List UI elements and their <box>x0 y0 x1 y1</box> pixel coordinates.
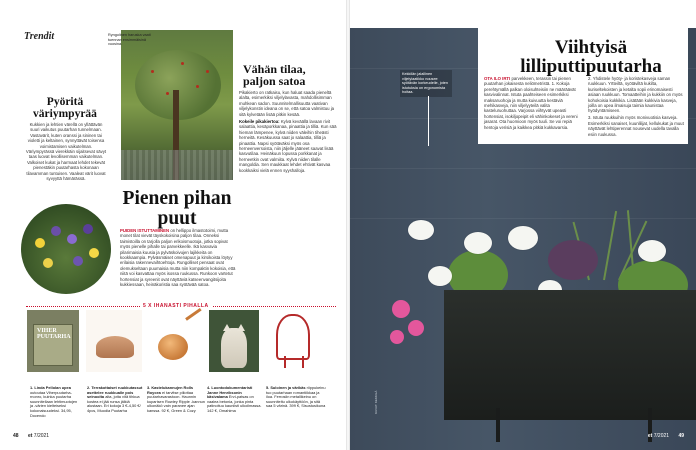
product-caption-text: ei tarvitse piilottaa puutarhavarastoon. Haunnin kuparisen Rowley Ripple -kannun ulkonäkö vain paranee ajan kanssa. <box>147 389 205 413</box>
product-caption <box>147 386 205 414</box>
product-watering-can-photo <box>146 310 202 372</box>
product-caption-text: Ervi-patsas on vaalea betonia, jonka pinta patinoituu kauniisti ulkoilmassa. <box>207 394 262 409</box>
purple-foliage <box>548 240 598 280</box>
berry <box>206 70 209 73</box>
pot-feet <box>96 336 134 358</box>
white-geranium <box>428 266 452 286</box>
white-geranium <box>408 220 434 240</box>
product-caption-title: 5. Suloinen ja värikäs <box>266 385 306 390</box>
right-lead-column <box>484 76 582 130</box>
pienen-body <box>120 228 238 287</box>
product-swing-chair-photo <box>266 310 321 372</box>
yellow-flower <box>43 258 53 268</box>
left-issue: 7/2021 <box>33 433 50 439</box>
white-geranium <box>464 232 492 254</box>
watering-can-spout <box>185 308 201 321</box>
right-issue: 7/2021 <box>653 433 670 439</box>
right-page-number: 49 <box>678 433 684 439</box>
purple-flower <box>67 234 77 244</box>
callout-line <box>428 96 429 146</box>
purple-flower <box>83 224 93 234</box>
vahan-p1: Pikakierto on ratkaisu, kun haluat saada pieneltä alalta, esimerkiksi viljelylavasta, mahdollisimman muhkean sadon. Suunnitelmallisuutta vaativan viljelykonstin ideana on se, että satoa valmistuu ja sitä kylvetään lisää pitkin kesää. <box>239 90 335 117</box>
tree-caption: Ryngolinen haruska vaati tuennan ensimmäisinä vuosina. <box>108 33 151 47</box>
right-second-column <box>588 76 686 138</box>
section-label: Trendit <box>24 31 55 42</box>
book-cover-title: VIHER PUUTARHA <box>37 328 71 340</box>
product-price: 399 €, Sisustusikuna <box>289 403 326 409</box>
vahan-heading: Vähän tilaa, paljon satoa <box>243 62 306 88</box>
pienen-lead: on hellippo ilmastotoimi, mutta monet tilat vievät täyskokoisina paljon tilaa. Onneksi taimistoilla on tarjolla paljon erikoismuotoja, jotka sopivat myös pienelle pihalle tai parvekkeelle. Ikä kasvavia pilarimaisia kuusia ja pylväskoivujen lajikkeita on kookkaampia. Pylväsmäiset omenapuut ja kirsikoista löytyy erilaisia rakennevaihtoehtoja. Rungolliset pensaat ovat olemukseltaan puumaisia mutta niin kompaktin kokoisia, että niitä voi kasvattaa myös isossa ruukussa. Runkoon vartetut hortensiat ja syreenit ovat näyttäviä katseenvangitsijoita kukkiessaan, heinäkoristia saa syötävää satoa. <box>120 228 236 288</box>
chair-leg <box>302 356 304 368</box>
right-footer <box>648 433 684 439</box>
vahan-p2-bold: Kokeile pikakiertoa: <box>239 119 280 125</box>
spread-gutter <box>346 0 350 450</box>
berry <box>151 70 154 73</box>
product-caption <box>30 386 80 418</box>
planter-leg <box>496 408 500 442</box>
purple-flower <box>51 226 61 236</box>
product-pot-feet-photo <box>86 310 142 372</box>
right-point-1: 1. Kokoja perehtymällä palkan oloisuhteisiin ne määräävät kasvivalinnat. Istuta paahteiseen esimerkiksi maksaruohoja ja mutta kuivuutta kestäviä mehikasveja, niin viljelyyteilä valita kasteluruohuttaa. Varjossa viihtyvät upeasti hortensiat, isokiljopeipit eli vähinkokeset ja vereni jasarat. Ota huomioon myös tuuli. Se voi repiä hentoja verisiä ja kaikkea pitkiä kukkavarsia. <box>484 81 578 130</box>
product-book-photo <box>27 310 79 372</box>
right-brand: et <box>647 433 653 439</box>
product-price: 34,95, Docendo <box>30 407 72 418</box>
vahan-p2: Kylvä keväällä lavaan rivit salaattia, kesäporkkanaa, pinaattia ja tilliä. Kun sää hieman lämpenee, kylvä niiden väleihin tiheästi herneitä. Kesäkuussa saat jo salaattia, tilliä ja pinaattia. Napsi syötäväksi myös osa herneenversoista, niin jäljelle jääneet saavat lisää kasvutilaa. Heinäkuun lopussa porkkanat ja herneetkin ovat valmiita. Kylvä niiden tilalle mangoldia. Sen maukkaat lehdet ehtivät kasvaa kookkaiksi vielä ennen syyshalloja. <box>239 119 337 173</box>
pienen-lead-red: PUIDEN ISTUTTAMINEN <box>120 228 170 233</box>
right-lead-red: OTA ILO IRTI <box>484 76 511 81</box>
wheel-heading: Pyöritä väriympyrää <box>33 96 97 120</box>
cat-ear <box>237 324 245 331</box>
vahan-p2-container <box>239 119 337 173</box>
wall-board-line <box>348 168 696 169</box>
cat-ear <box>223 324 231 331</box>
yellow-flower <box>35 238 45 248</box>
cat-statue <box>221 328 247 368</box>
product-caption <box>87 386 143 414</box>
berry <box>196 85 199 88</box>
product-cat-statue-photo <box>209 310 259 372</box>
white-geranium <box>508 226 538 250</box>
pink-flower <box>390 330 404 344</box>
vahan-body <box>239 90 337 175</box>
product-caption-title: 3. Kastelukannujen Rolls Roycea <box>147 385 194 395</box>
five-ideas-heading: 5 X IHANASTI PIHALLA <box>140 303 212 309</box>
book-cover <box>33 324 73 366</box>
watering-can <box>158 334 188 360</box>
product-caption-title: 2. Terrakottaiset ruukkutassut asettelee ruukkualle pois seinoolta <box>87 385 143 400</box>
pink-flower <box>408 320 424 336</box>
tree-photo <box>121 30 233 180</box>
berry <box>181 62 184 65</box>
left-footer <box>13 433 49 439</box>
product-caption-text: outoutaa Viherpuutarha-rnonro, kuinka puutarha suunnitellaan lehtimuotojen ja -värien kielteiseksi kokonaisuudeksi. <box>30 389 78 413</box>
fence <box>121 150 233 180</box>
berry <box>166 92 169 95</box>
left-brand: et <box>27 433 33 439</box>
product-price: 92 €, Green & Cozy <box>161 407 196 413</box>
raised-planter-box <box>444 290 696 420</box>
yellow-flower <box>89 248 99 258</box>
product-caption-title: 4. Luontodokumentaristi Janne Henriksonin käsivalama <box>207 385 253 400</box>
product-price: Eri kokoja 3 €-4,50 €/ 4pcs, Muodia Puutarha <box>87 403 141 413</box>
product-price: 142 €, Omahima <box>207 407 236 413</box>
purple-flower <box>73 256 83 266</box>
chair-leg <box>284 356 286 368</box>
left-page-number: 48 <box>13 433 19 439</box>
right-point-3: 3. Istuta ruukkuihin myös monivuotisia kasveja. Esimerkiksi sanaiset, kuunlilijat, kellukukat ja muut näyttävät lehtiperennat nousevat uudella tavalla esiin ruukussa. <box>588 115 684 137</box>
product-caption <box>266 386 326 409</box>
white-geranium <box>638 240 666 262</box>
planter-callout: Kekkilän jalallinen viljelylaatikko nousee syötävän korkeudelle, joten istutuksia on ergonomista hoitaa. <box>400 70 452 97</box>
pienen-heading: Pienen pihan puut <box>122 188 232 229</box>
product-caption-title: 1. Linda Pellolan upea <box>30 385 71 390</box>
pink-flower <box>392 300 410 318</box>
right-heading: Viihtyisä lilliputtipuutarha <box>520 37 662 77</box>
right-page <box>348 0 696 450</box>
wheel-body: Kukkien ja lehtien värellä on yllättävän suuri vaikutus puutarhan tunnelmaan. Vastavärit, kuten oranssi ja sininen tai violetti ja keltainen, synnyttävät toisensa voimistamisen vaikutelman. Väriympyrässä vierekkäin sijaitsevat sävyt taas luovat levollisemman vaikutelman. Valkoiset kukat ja harmaat lehdet tekevät pienestäkin puutarhasta kokonaan tilavamman tuntuisen. Vaaleat värit luovat syvyyttä hämärässä. <box>25 122 107 182</box>
flower-circle-photo <box>21 204 111 294</box>
product-caption-text: riippukeinu tuo puutarhaan romantiikkaa ja iloa. Ferrosiin metallikeinu on suunniteltu ulkokäyttöön, ja sitä saa 5 värinä. <box>266 385 326 409</box>
right-point-2: 2. Yhdistele hyöty- ja koristekasveja saman ruukkuun. Yrtteiltä, syötäviltä kukilta, kuriseltekoisten ja ketalta sopii erinomaisesti asiaan ruukkuun. Tomaatteihin ja kukkiin on myös kohokoisia kukkikia. Lisätään kukkivia kasveja, joilla on upea ilmaisuja taimia kaunistaa hyödyntämiseen. <box>588 76 683 114</box>
swing-chair <box>276 314 310 360</box>
product-caption <box>207 386 263 414</box>
photo-credit: KUVAT: KEKKILÄ <box>374 390 378 414</box>
right-lead: parvekkeen, terassin tai pienen puutarhan jokaisesta neliömetristä. <box>484 76 571 87</box>
grass-blade <box>603 211 617 280</box>
product-caption-text: alta, jotta vitä tihkua kostea ei jää runsa jälkiä alustaan. <box>87 394 140 409</box>
